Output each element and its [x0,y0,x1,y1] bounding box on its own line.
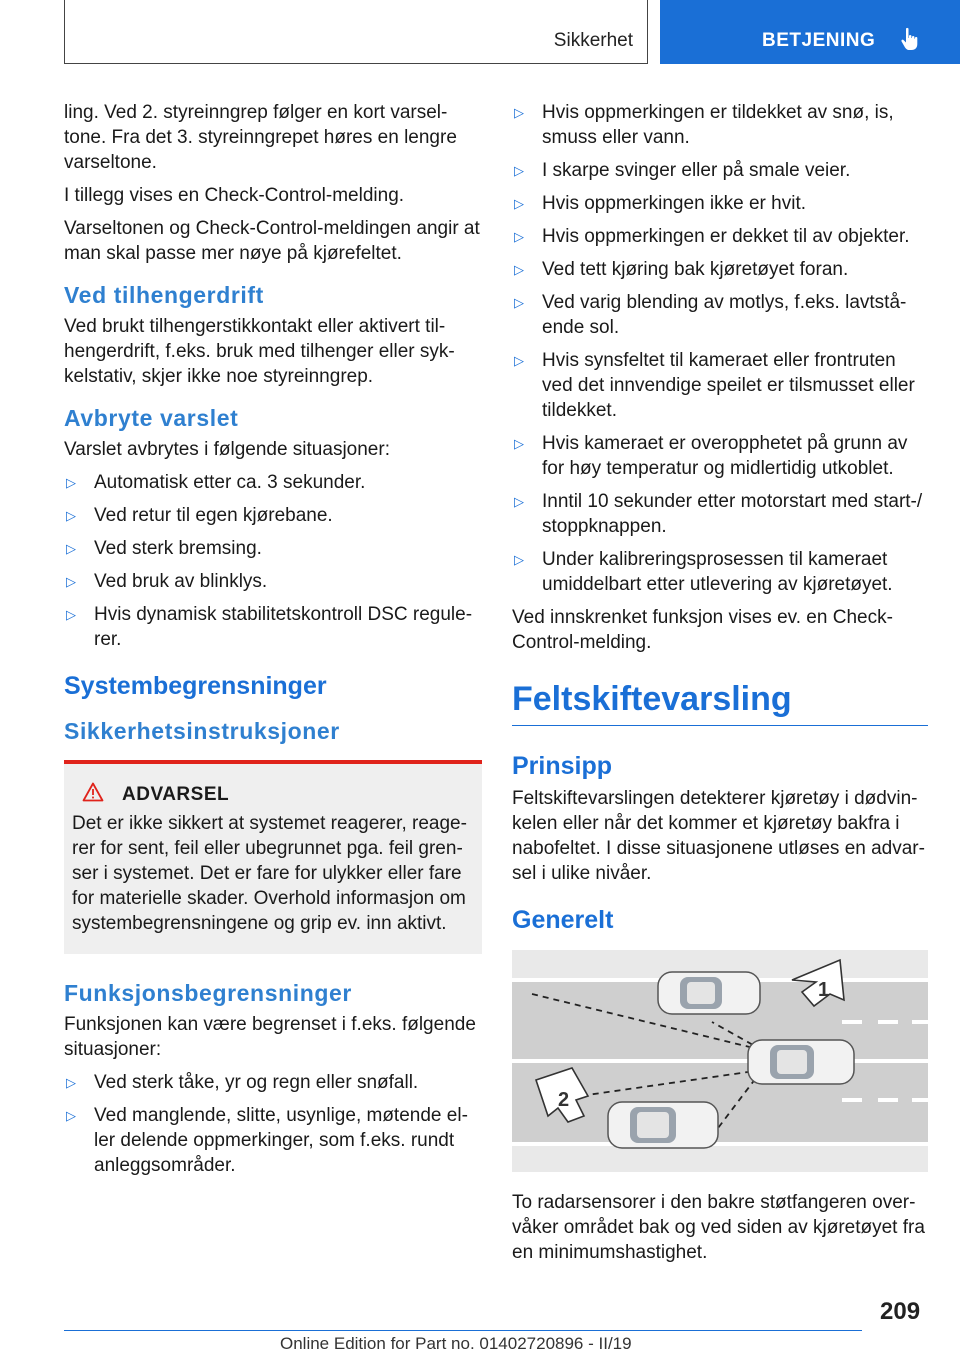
heading-principle: Prinsipp [512,752,613,780]
paragraph: Ved innskrenket funksjon vises ev. en Check-Control-melding. [512,607,893,653]
warning-title: ADVARSEL [122,783,230,805]
list-item [64,1103,482,1178]
car-ego [748,1040,854,1084]
list-item [512,489,928,539]
triangle-bullet-icon: ▷ [66,1108,76,1123]
list-item [512,158,928,183]
heading-general: Generelt [512,906,614,934]
header-section-box [64,0,648,64]
heading-trailer: Ved tilhengerdrift [64,282,264,308]
list-item [64,503,482,528]
header-section-title: Sikkerhet [553,30,633,51]
function-limits-list [64,1070,482,1178]
cancel-list [64,470,482,652]
heading-system-limits: Systembegrensninger [64,672,327,700]
svg-text:2: 2 [558,1089,570,1111]
list-item-text: Ved manglende, slitte, usynlige, møtende eller delende oppmerkinger, som f.eks. rundt anleggsområder. [94,1105,468,1176]
triangle-bullet-icon: ▷ [514,436,524,451]
list-item-text: I skarpe svinger eller på smale veier. [542,160,851,181]
list-item-text: Ved sterk tåke, yr og regn eller snøfall. [94,1072,419,1093]
list-item [512,547,928,597]
paragraph: ling. Ved 2. styreinngrep følger en kort varseltone. Fra det 3. styreinngrepet høres en lengre varseltone. [64,102,457,173]
car-lower [608,1102,718,1148]
heading-safety: Sikkerhetsinstruksjoner [64,718,340,744]
list-item [512,290,928,340]
triangle-bullet-icon: ▷ [514,163,524,178]
list-item [64,1070,482,1095]
warning-box [64,760,482,954]
triangle-bullet-icon: ▷ [514,196,524,211]
triangle-bullet-icon: ▷ [514,494,524,509]
list-item [64,470,482,495]
header-chapter-tab[interactable] [660,0,960,64]
footer-divider [64,1330,862,1331]
list-item [512,431,928,481]
paragraph: I tillegg vises en Check-Control-melding. [64,185,405,206]
list-item [512,348,928,423]
list-item-text: Hvis synsfeltet til kameraet eller frontruten ved det innvendige speilet er tilsmusset eller tildekket. [542,350,915,421]
list-item-text: Hvis dynamisk stabilitetskontroll DSC regulerer. [94,604,473,650]
header-chapter-label: BETJENING [762,30,876,51]
triangle-bullet-icon: ▷ [514,552,524,567]
triangle-bullet-icon: ▷ [514,295,524,310]
heading-function-limits: Funksjonsbegrensninger [64,980,352,1006]
list-item-text: Hvis oppmerkingen ikke er hvit. [542,193,806,214]
list-item-text: Ved bruk av blinklys. [94,571,268,592]
list-item [512,100,928,150]
triangle-bullet-icon: ▷ [66,475,76,490]
paragraph: Varseltonen og Check-Control-meldingen angir at man skal passe mer nøye på kjørefeltet. [64,218,480,264]
triangle-bullet-icon: ▷ [66,607,76,622]
list-item-text: Ved tett kjøring bak kjøretøyet foran. [542,259,849,280]
list-item [64,569,482,594]
triangle-bullet-icon: ▷ [66,1075,76,1090]
paragraph: Ved brukt tilhengerstikkontakt eller aktivert tilhengerdrift, f.eks. bruk med tilhenger eller sykkelstativ, skjer ikke noe styreinngrep. [64,316,455,387]
list-item [512,191,928,216]
triangle-bullet-icon: ▷ [66,508,76,523]
list-item [64,536,482,561]
heading-lane-change-warning: Feltskiftevarsling [512,679,928,726]
list-item-text: Ved retur til egen kjørebane. [94,505,333,526]
warning-title-row [72,782,472,807]
triangle-bullet-icon: ▷ [514,229,524,244]
list-item-text: Hvis oppmerkingen er dekket til av objekter. [542,226,910,247]
list-item-text: Hvis oppmerkingen er tildekket av snø, is, smuss eller vann. [542,102,894,148]
right-column [512,100,928,1273]
triangle-bullet-icon: ▷ [514,105,524,120]
warning-text: Det er ikke sikkert at systemet reagerer, reagerer for sent, feil eller ubegrunnet pga. feil grenser i systemet. Det er fare for ulykker eller fare for materielle skader. Overhold informasjon om systembegrensningene og grip ev. inn aktivt. [72,813,467,934]
list-item-text: Inntil 10 sekunder etter motorstart med start-/ stoppknappen. [542,491,923,537]
triangle-bullet-icon: ▷ [514,262,524,277]
list-item [512,224,928,249]
triangle-bullet-icon: ▷ [66,574,76,589]
list-item-text: Automatisk etter ca. 3 sekunder. [94,472,366,493]
road-diagram [512,950,928,1172]
page-number: 209 [880,1298,921,1325]
hand-pointer-icon [898,26,924,57]
list-item-text: Hvis kameraet er overopphetet på grunn av for høy temperatur og midlertidig utkoblet. [542,433,908,479]
warning-triangle-icon [82,782,104,807]
list-item-text: Ved varig blending av motlys, f.eks. lavtstående sol. [542,292,907,338]
paragraph: Feltskiftevarslingen detekterer kjøretøy i dødvinkelen eller når det kommer et kjøretøy bakfra i nabofeltet. I disse situasjonene utløses en advarsel i ulike nivåer. [512,788,925,884]
car-upper [658,972,760,1014]
triangle-bullet-icon: ▷ [66,541,76,556]
footer-edition: Online Edition for Part no. 01402720896 - II/19 [280,1334,632,1353]
paragraph: Varslet avbrytes i følgende situasjoner: [64,439,390,460]
function-limits-list-continued [512,100,928,597]
list-item [64,602,482,652]
svg-text:1: 1 [818,979,830,1001]
heading-cancel-warning: Avbryte varslet [64,405,239,431]
list-item [512,257,928,282]
left-column [64,100,482,1186]
list-item-text: Ved sterk bremsing. [94,538,262,559]
paragraph: Funksjonen kan være begrenset i f.eks. følgende situasjoner: [64,1014,476,1060]
triangle-bullet-icon: ▷ [514,353,524,368]
paragraph: To radarsensorer i den bakre støtfangeren overvåker området bak og ved siden av kjøretøyet fra en minimumshastighet. [512,1192,925,1263]
lane-change-illustration [512,950,928,1172]
list-item-text: Under kalibreringsprosessen til kameraet umiddelbart etter utlevering av kjøretøyet. [542,549,893,595]
